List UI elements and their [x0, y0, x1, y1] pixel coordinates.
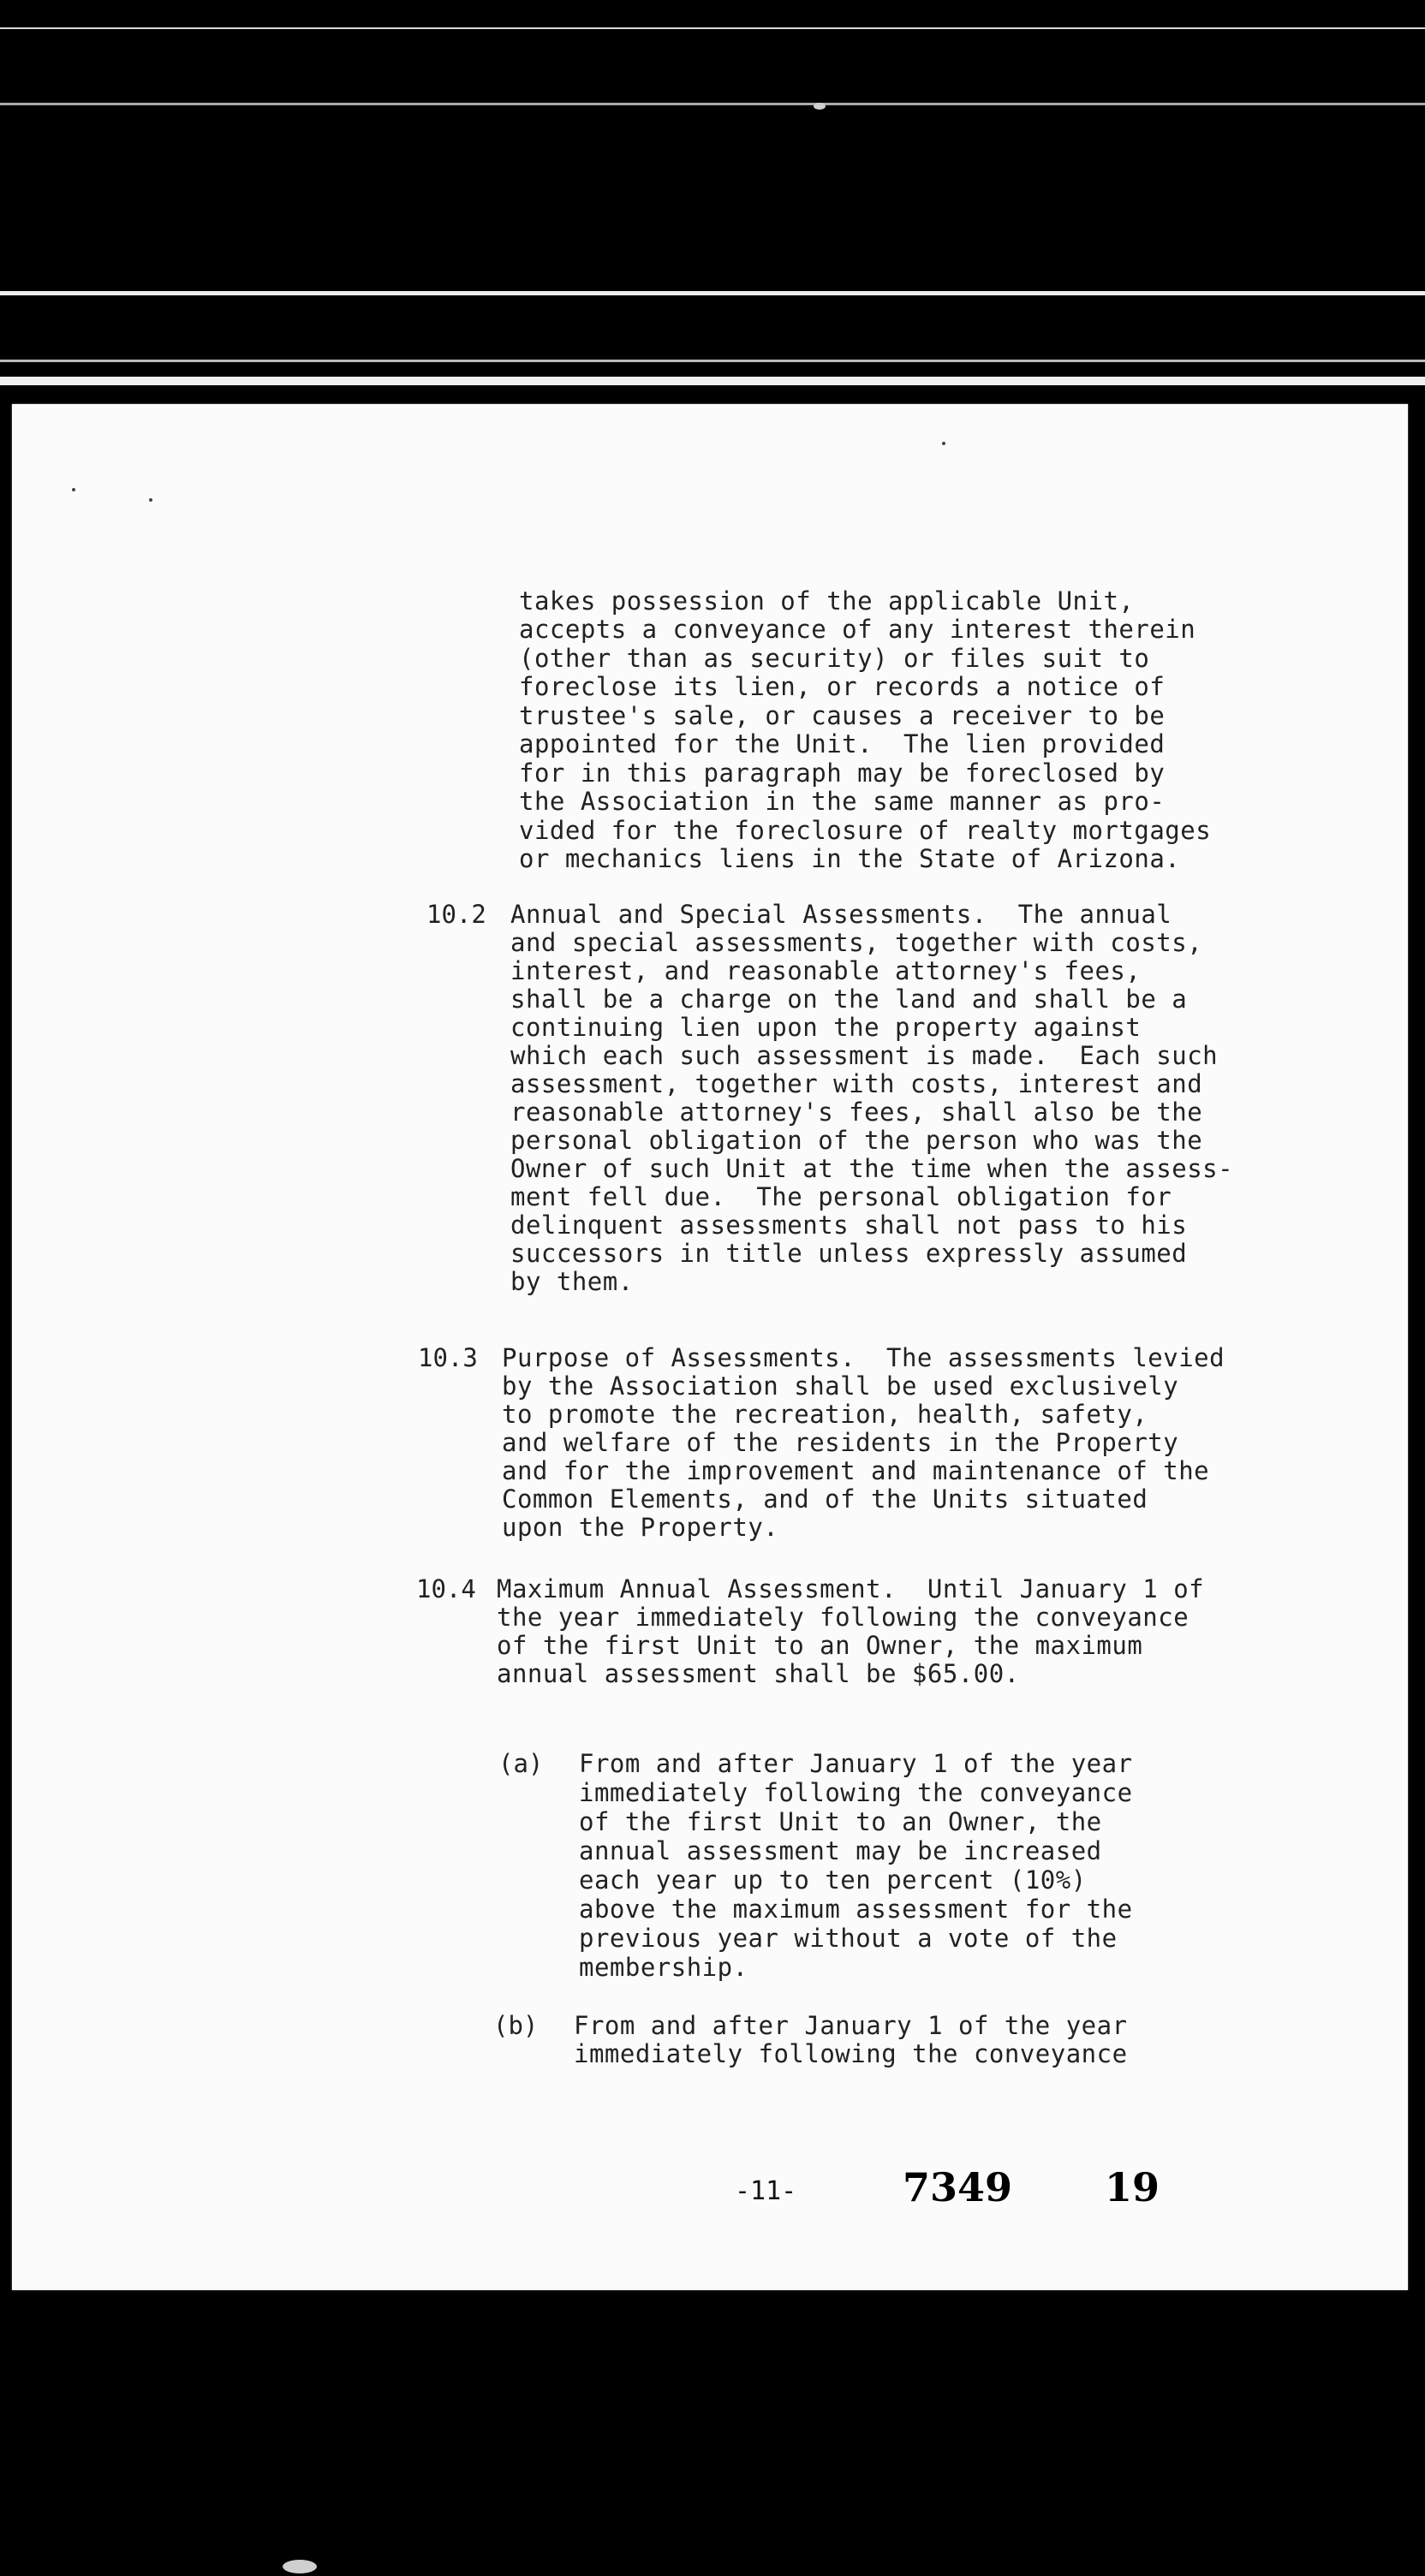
text-line: the Association in the same manner as pro-	[519, 787, 1166, 816]
document-page	[12, 404, 1408, 2290]
section-number: 10.3	[418, 1343, 478, 1372]
text-line: immediately following the conveyance	[579, 1778, 1133, 1807]
text-line: and special assessments, together with costs,	[510, 928, 1203, 957]
text-line: reasonable attorney's fees, shall also be the	[510, 1098, 1203, 1127]
margin-mark	[942, 442, 945, 445]
text-line: and welfare of the residents in the Property	[502, 1428, 1179, 1457]
text-line: trustee's sale, or causes a receiver to be	[519, 701, 1166, 730]
text-line: continuing lien upon the property against	[510, 1013, 1142, 1042]
text-line: by the Association shall be used exclusively	[502, 1371, 1179, 1401]
text-line: interest, and reasonable attorney's fees,	[510, 956, 1142, 985]
text-line: each year up to ten percent (10%)	[579, 1865, 1087, 1895]
scan-streak	[0, 103, 1425, 105]
text-line: and for the improvement and maintenance of the	[502, 1456, 1210, 1485]
text-line: appointed for the Unit. The lien provided	[519, 729, 1166, 759]
subsection-label: (a)	[498, 1749, 544, 1778]
margin-mark	[149, 498, 152, 502]
text-line: of the first Unit to an Owner, the	[579, 1807, 1102, 1836]
text-line: above the maximum assessment for the	[579, 1895, 1133, 1924]
page-number: -11-	[735, 2176, 797, 2206]
scan-streak	[0, 27, 1425, 29]
text-line: or mechanics liens in the State of Arizona.	[519, 844, 1181, 873]
text-line: the year immediately following the conveyance	[497, 1603, 1189, 1632]
text-line: upon the Property.	[502, 1513, 779, 1542]
text-line: vided for the foreclosure of realty mortgages	[519, 816, 1212, 845]
text-line: takes possession of the applicable Unit,	[519, 586, 1135, 616]
text-line: From and after January 1 of the year	[579, 1749, 1133, 1778]
text-line: which each such assessment is made. Each such	[510, 1041, 1219, 1070]
text-line: personal obligation of the person who was the	[510, 1126, 1203, 1155]
margin-mark	[72, 488, 75, 491]
text-line: by them.	[510, 1267, 634, 1296]
text-line: accepts a conveyance of any interest therein	[519, 615, 1196, 644]
text-line: Annual and Special Assessments. The annual	[510, 900, 1172, 929]
text-line: to promote the recreation, health, safety,	[502, 1400, 1148, 1429]
text-line: Owner of such Unit at the time when the assess-	[510, 1154, 1234, 1183]
text-line: (other than as security) or files suit to	[519, 644, 1150, 673]
text-line: previous year without a vote of the	[579, 1924, 1118, 1953]
text-line: assessment, together with costs, interest and	[510, 1069, 1203, 1098]
text-line: Purpose of Assessments. The assessments levied	[502, 1343, 1225, 1372]
text-line: Common Elements, and of the Units situated	[502, 1484, 1148, 1514]
section-number: 10.4	[416, 1574, 476, 1603]
text-line: for in this paragraph may be foreclosed by	[519, 759, 1166, 788]
scan-streak	[0, 377, 1425, 385]
text-line: of the first Unit to an Owner, the maximum	[497, 1631, 1143, 1660]
text-line: ment fell due. The personal obligation for	[510, 1182, 1172, 1211]
text-line: Maximum Annual Assessment. Until January 1 of	[497, 1574, 1205, 1603]
text-line: successors in title unless expressly assumed	[510, 1239, 1188, 1268]
text-line: annual assessment may be increased	[579, 1836, 1102, 1865]
text-line: delinquent assessments shall not pass to his	[510, 1211, 1188, 1240]
recorder-stamp-book: 7349	[903, 2164, 1013, 2210]
scan-speck	[283, 2560, 317, 2573]
subsection-label: (b)	[493, 2011, 539, 2040]
section-number: 10.2	[426, 900, 486, 929]
text-line: annual assessment shall be $65.00.	[497, 1659, 1020, 1688]
text-line: foreclose its lien, or records a notice of	[519, 672, 1166, 701]
text-line: immediately following the conveyance	[574, 2039, 1128, 2068]
recorder-stamp-page: 19	[1105, 2164, 1160, 2210]
scan-streak	[0, 291, 1425, 295]
text-line: shall be a charge on the land and shall be a	[510, 985, 1188, 1014]
text-line: membership.	[579, 1953, 748, 1982]
scan-streak	[0, 360, 1425, 362]
scan-speck	[814, 103, 826, 110]
text-line: From and after January 1 of the year	[574, 2011, 1128, 2040]
